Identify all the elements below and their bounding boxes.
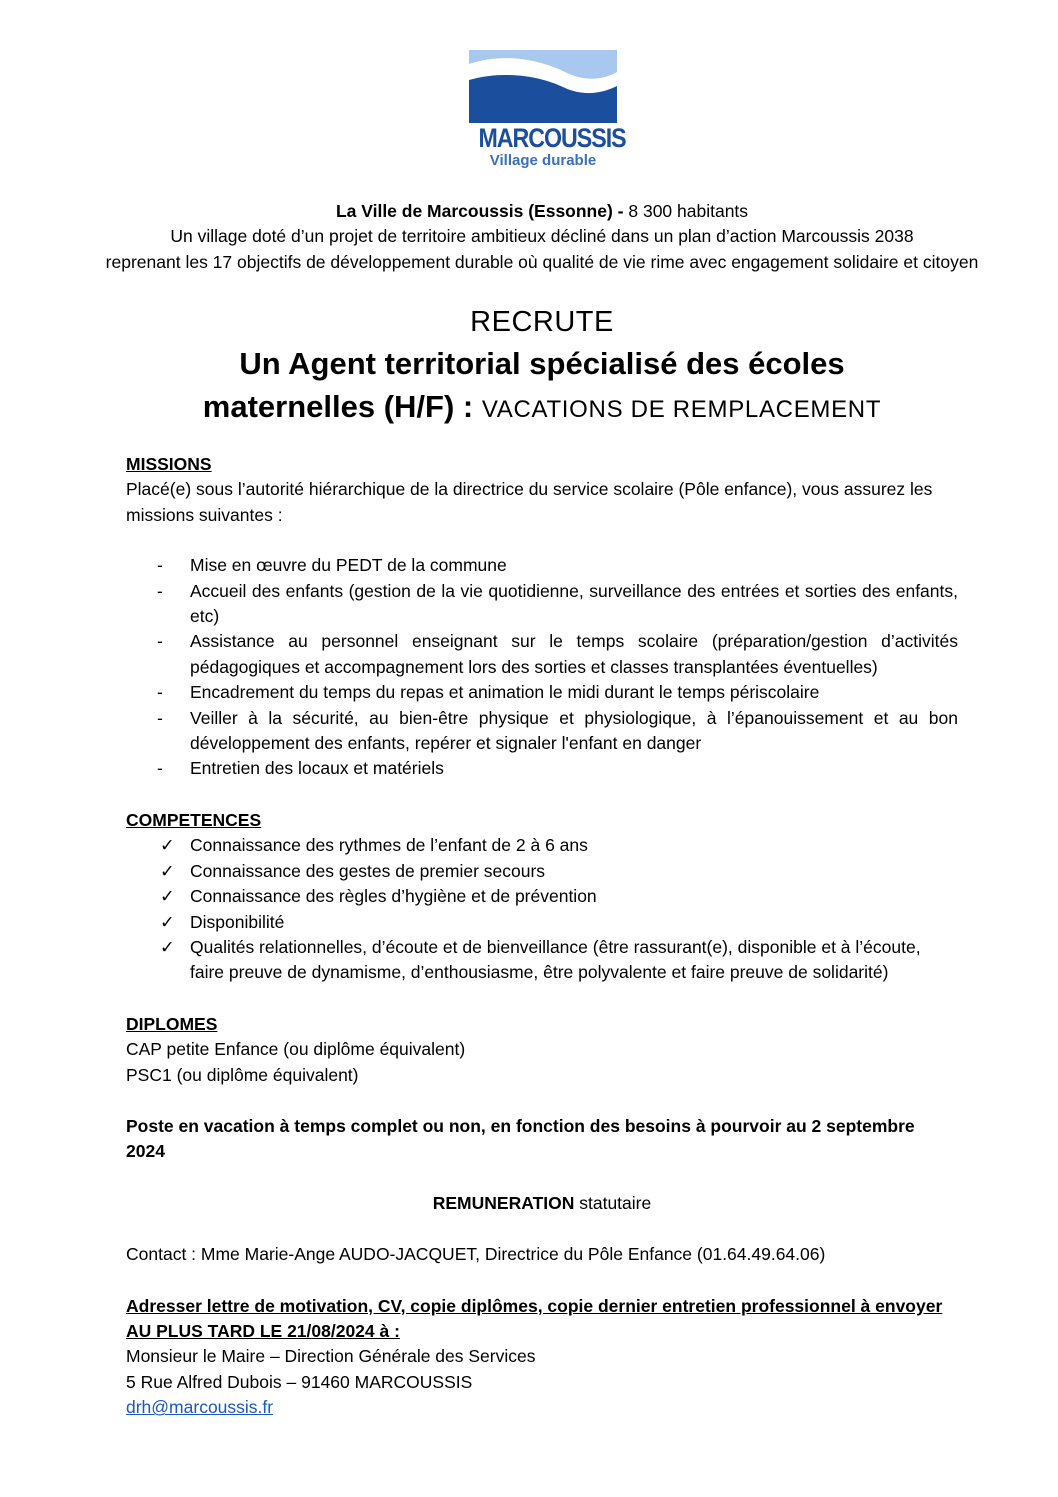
competences-list <box>126 833 958 985</box>
dash-bullet: - <box>157 682 163 703</box>
job-title-line-1: Un Agent territorial spécialisé des écoles <box>239 346 845 381</box>
checkmark-icon: ✓ <box>160 860 175 881</box>
job-title-line-2 <box>0 385 1058 431</box>
list-item <box>126 579 958 630</box>
remuneration-label: REMUNERATION <box>432 1192 575 1213</box>
list-item <box>126 553 958 578</box>
missions-heading: MISSIONS <box>126 454 212 474</box>
address-street: 5 Rue Alfred Dubois – 91460 MARCOUSSIS <box>126 1371 473 1392</box>
list-item-text: Connaissance des gestes de premier secours <box>190 860 546 881</box>
list-item-text: Veiller à la sécurité, au bien-être physique et physiologique, à l’épanouissement et au bon développement des enfants, repérer et signaler l'enfant en danger <box>190 707 958 754</box>
city-intro <box>0 199 1058 275</box>
list-item <box>126 706 958 757</box>
dash-bullet: - <box>157 631 163 652</box>
list-item <box>126 910 958 935</box>
list-item-text: Qualités relationnelles, d’écoute et de bienveillance (être rassurant(e), disponible et à l’écoute, faire preuve de dynamisme, d’enthousiasme, être polyvalente et faire preuve de solidarité) <box>190 936 921 983</box>
remuneration <box>126 1191 958 1216</box>
checkmark-icon: ✓ <box>160 886 175 907</box>
list-item <box>126 680 958 705</box>
logo-tagline: Village durable <box>489 152 597 169</box>
city-name: La Ville de Marcoussis (Essonne) - <box>335 201 624 221</box>
logo-name: MARCOUSSIS <box>478 123 626 153</box>
list-item <box>126 884 958 909</box>
list-item-text: Accueil des enfants (gestion de la vie quotidienne, surveillance des entrées et sorties des enfants, etc) <box>190 580 958 627</box>
checkmark-icon: ✓ <box>160 936 175 957</box>
remuneration-value: statutaire <box>574 1192 652 1213</box>
list-item <box>126 859 958 884</box>
application-instructions: Adresser lettre de motivation, CV, copie diplômes, copie dernier entretien professionnel à envoyer <box>126 1295 943 1316</box>
list-item-text: Connaissance des rythmes de l’enfant de 2 à 6 ans <box>190 835 588 856</box>
email-link[interactable]: drh@marcoussis.fr <box>126 1397 274 1418</box>
list-item-text: Mise en œuvre du PEDT de la commune <box>190 555 507 576</box>
recrute-heading: RECRUTE <box>470 306 614 338</box>
dash-bullet: - <box>157 758 163 779</box>
list-item-text: Entretien des locaux et matériels <box>190 758 444 779</box>
city-intro-line-2: Un village doté d’un projet de territoire ambitieux décliné dans un plan d’action Marcoussis 2038 <box>170 226 914 247</box>
competences-heading: COMPETENCES <box>126 809 262 830</box>
population: 8 300 habitants <box>623 201 749 221</box>
diplome-cap: CAP petite Enfance (ou diplôme équivalent) <box>126 1039 466 1060</box>
job-title-main: maternelles (H/F) : <box>202 389 482 424</box>
checkmark-icon: ✓ <box>160 835 175 856</box>
city-intro-line-1 <box>0 199 1058 224</box>
poste-details: Poste en vacation à temps complet ou non, en fonction des besoins à pourvoir au 2 septembre 2024 <box>126 1115 915 1162</box>
dash-bullet: - <box>157 580 163 601</box>
job-title-subtitle: VACATIONS DE REMPLACEMENT <box>481 396 882 423</box>
job-title <box>0 342 1058 431</box>
diplomes-heading: DIPLOMES <box>126 1013 218 1034</box>
contact-info: Contact : Mme Marie-Ange AUDO-JACQUET, Directrice du Pôle Enfance (01.64.49.64.06) <box>126 1244 826 1265</box>
city-intro-line-3: reprenant les 17 objectifs de développement durable où qualité de vie rime avec engagement solidaire et citoyen <box>105 251 979 272</box>
list-item <box>126 935 958 986</box>
marcoussis-wave-emblem <box>469 50 617 123</box>
checkmark-icon: ✓ <box>160 911 175 932</box>
dash-bullet: - <box>157 707 163 728</box>
list-item-text: Disponibilité <box>190 911 285 932</box>
list-item <box>126 833 958 858</box>
list-item <box>126 756 958 781</box>
list-item-text: Assistance au personnel enseignant sur le temps scolaire (préparation/gestion d’activités pédagogiques et accompagnement lors des sorties et classes transplantées éventuelles) <box>190 631 958 677</box>
missions-list <box>126 553 958 782</box>
list-item-text: Encadrement du temps du repas et animation le midi durant le temps périscolaire <box>190 682 820 703</box>
application-deadline: AU PLUS TARD LE 21/08/2024 à : <box>126 1320 400 1341</box>
job-offer-body <box>126 452 958 1421</box>
address-recipient: Monsieur le Maire – Direction Générale des Services <box>126 1346 536 1367</box>
marcoussis-logo <box>468 50 626 176</box>
missions-intro: Placé(e) sous l’autorité hiérarchique de la directrice du service scolaire (Pôle enfance), vous assurez les missions suivantes : <box>126 479 933 525</box>
list-item-text: Connaissance des règles d’hygiène et de prévention <box>190 886 597 907</box>
diplome-psc1: PSC1 (ou diplôme équivalent) <box>126 1064 359 1085</box>
dash-bullet: - <box>157 555 163 576</box>
list-item <box>126 629 958 680</box>
